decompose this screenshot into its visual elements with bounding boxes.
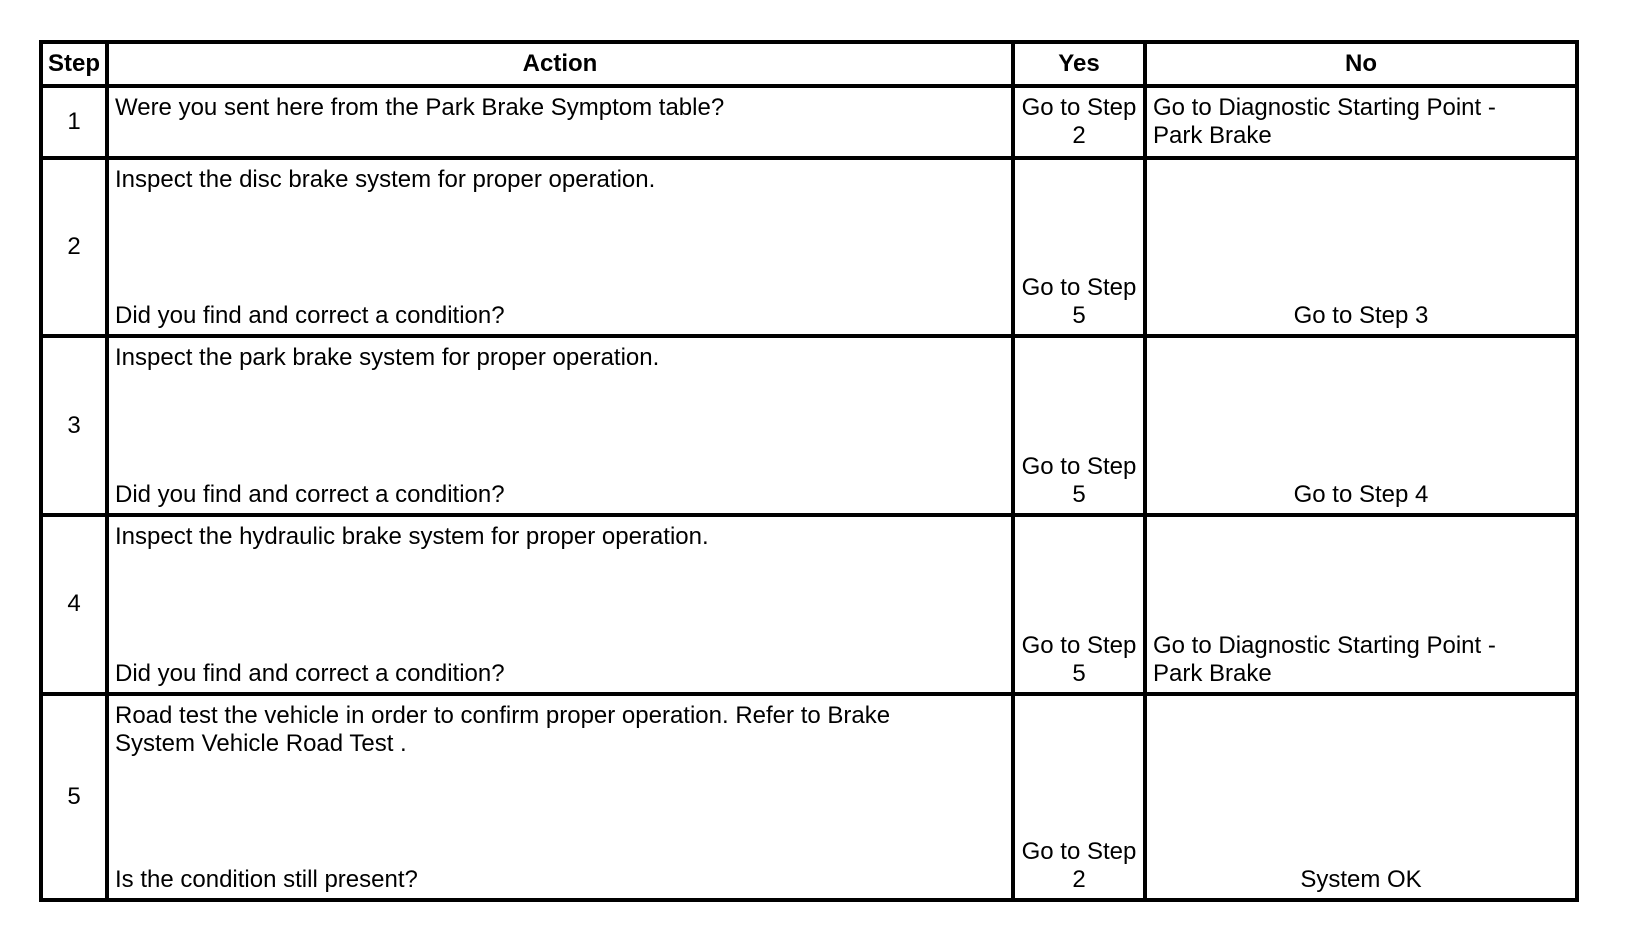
action-cell [107, 694, 1013, 900]
no-result-line2: Park Brake [1153, 122, 1272, 149]
action-text: Inspect the hydraulic brake system for proper operation. [115, 523, 709, 551]
step-number: 2 [41, 158, 107, 337]
action-text: Were you sent here from the Park Brake Symptom table? [115, 94, 725, 121]
table-row [41, 694, 1577, 900]
header-action: Action [107, 42, 1013, 86]
action-cell [107, 336, 1013, 515]
no-result: Go to Step 4 [1293, 481, 1429, 509]
action-question: Is the condition still present? [115, 866, 418, 893]
action-text [115, 702, 1005, 758]
no-cell [1145, 86, 1577, 158]
yes-cell [1013, 694, 1145, 900]
action-cell [107, 158, 1013, 337]
yes-cell [1013, 158, 1145, 337]
action-text-line1: Road test the vehicle in order to confirm proper operation. Refer to Brake [115, 701, 891, 729]
no-result: Go to Step 3 [1293, 302, 1429, 330]
yes-result-line1: Go to Step [1021, 274, 1137, 302]
action-text-line2: System Vehicle Road Test . [115, 729, 407, 757]
header-step: Step [41, 42, 107, 86]
yes-result-line1: Go to Step [1021, 94, 1137, 121]
yes-result-line2: 5 [1072, 659, 1086, 687]
step-number: 3 [41, 336, 107, 515]
yes-result [1015, 632, 1143, 688]
no-cell [1145, 158, 1577, 337]
step-number: 4 [41, 515, 107, 694]
table-header-row [41, 42, 1577, 86]
yes-result [1015, 94, 1143, 150]
action-cell [107, 86, 1013, 158]
no-cell [1145, 694, 1577, 900]
no-result: System OK [1300, 866, 1422, 893]
yes-result [1015, 453, 1143, 509]
yes-result-line1: Go to Step [1021, 631, 1137, 659]
yes-result-line2: 5 [1072, 302, 1086, 330]
yes-cell [1013, 336, 1145, 515]
yes-result-line2: 2 [1072, 866, 1086, 893]
yes-cell [1013, 86, 1145, 158]
header-yes: Yes [1013, 42, 1145, 86]
action-text: Inspect the disc brake system for proper operation. [115, 165, 656, 193]
no-result-line1: Go to Diagnostic Starting Point - [1153, 631, 1496, 659]
action-question: Did you find and correct a condition? [115, 481, 505, 509]
action-question: Did you find and correct a condition? [115, 302, 505, 330]
no-cell [1145, 515, 1577, 694]
no-result-line2: Park Brake [1153, 659, 1272, 687]
yes-result-line1: Go to Step [1021, 453, 1137, 481]
diagnostic-table [39, 40, 1579, 902]
table-row [41, 336, 1577, 515]
header-no: No [1145, 42, 1577, 86]
no-result [1153, 632, 1569, 688]
no-cell [1145, 336, 1577, 515]
action-question: Did you find and correct a condition? [115, 659, 505, 687]
no-result [1153, 94, 1569, 150]
yes-result-line1: Go to Step [1021, 838, 1137, 865]
action-cell [107, 515, 1013, 694]
step-number: 5 [41, 694, 107, 900]
table-row [41, 515, 1577, 694]
yes-result-line2: 2 [1072, 122, 1086, 149]
step-number: 1 [41, 86, 107, 158]
yes-result-line2: 5 [1072, 481, 1086, 509]
no-result-line1: Go to Diagnostic Starting Point - [1153, 94, 1496, 121]
yes-cell [1013, 515, 1145, 694]
action-text: Inspect the park brake system for proper operation. [115, 344, 660, 372]
yes-result [1015, 838, 1143, 894]
yes-result [1015, 274, 1143, 330]
table-row [41, 158, 1577, 337]
table-row [41, 86, 1577, 158]
